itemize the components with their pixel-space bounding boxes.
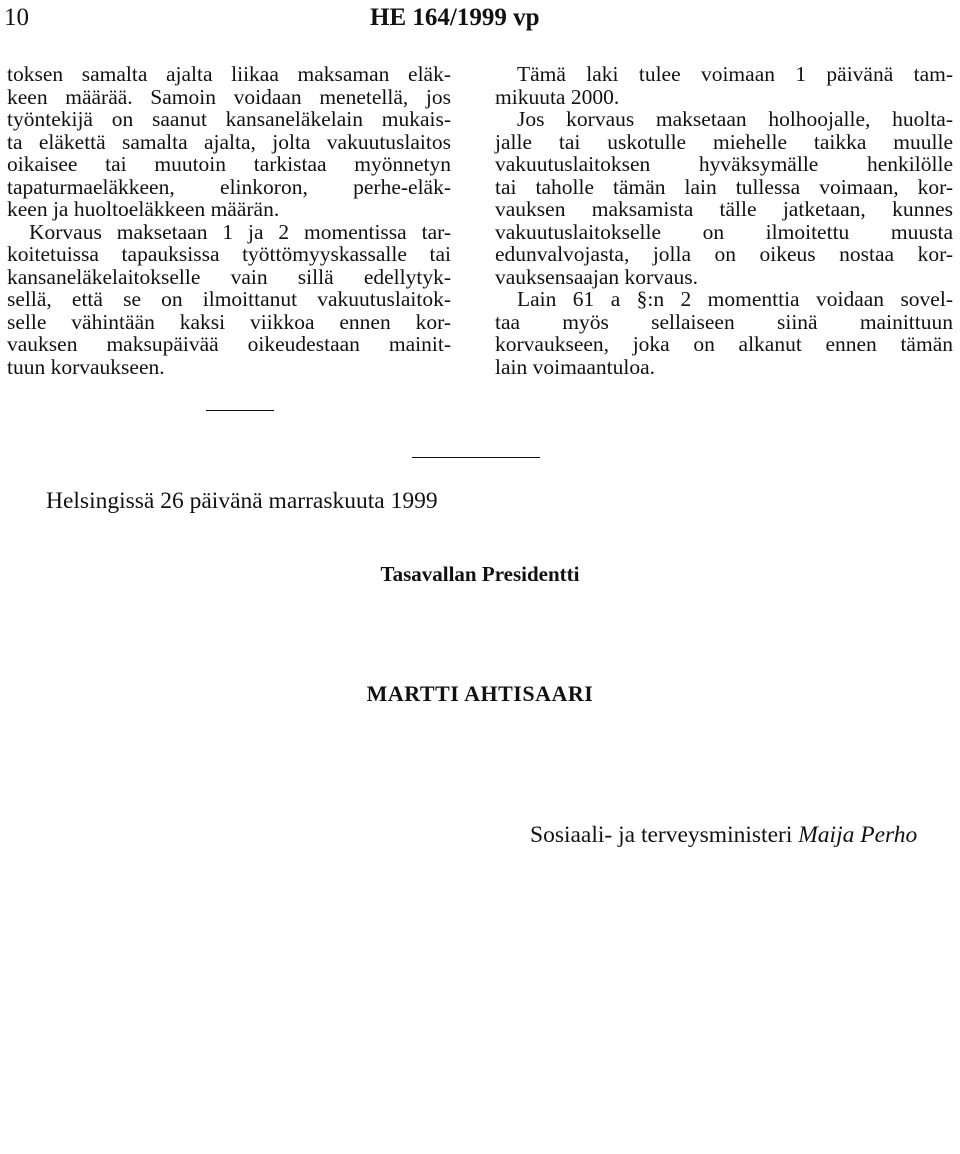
text-line: selle vähintään kaksi viikkoa ennen kor- [7, 309, 451, 334]
text-line: ta eläkettä samalta ajalta, jolta vakuutuslaitos [7, 129, 451, 154]
text-line: vauksen maksupäivää oikeudestaan mainit- [7, 332, 451, 356]
right-column-text [495, 63, 953, 378]
minister-title: Sosiaali- ja terveysministeri [530, 822, 793, 848]
text-line: Korvaus maksetaan 1 ja 2 momentissa tar- [29, 219, 451, 244]
place-and-date: Helsingissä 26 päivänä marraskuuta 1999 [46, 488, 438, 514]
left-column-text [7, 63, 451, 378]
text-line: Lain 61 a §:n 2 momenttia voidaan sovel- [517, 287, 953, 311]
minister-name: Maija Perho [798, 822, 918, 848]
text-line: Jos korvaus maksetaan holhoojalle, huolta- [517, 107, 953, 131]
text-line: tai taholle tämän lain tullessa voimaan, kor- [495, 174, 953, 199]
text-line: korvaukseen, joka on alkanut ennen tämän [495, 332, 953, 356]
signature-separator-rule [412, 457, 540, 458]
text-line: vakuutuslaitokselle on ilmoitettu muusta [495, 219, 953, 244]
text-line: tapaturmaeläkkeen, elinkoron, perhe-eläk- [7, 174, 451, 199]
text-line: edunvalvojasta, jolla on oikeus nostaa kor- [495, 242, 953, 266]
text-line: taa myös sellaiseen siinä mainittuun [495, 309, 953, 334]
section-end-rule [206, 410, 274, 411]
text-line: kansaneläkelaitokselle vain sillä edellytyk- [7, 264, 451, 289]
text-line: lain voimaantuloa. [495, 354, 656, 379]
text-line: oikaisee tai muutoin tarkistaa myönnetyn [7, 152, 451, 176]
text-line: vakuutuslaitoksen hyväksymälle henkilölle [495, 152, 953, 176]
text-line: keen ja huoltoeläkkeen määrän. [7, 197, 280, 221]
text-line: tuun korvaukseen. [7, 354, 165, 379]
text-line: sellä, että se on ilmoittanut vakuutuslaitok- [7, 287, 451, 311]
text-line: toksen samalta ajalta liikaa maksaman eläk- [7, 62, 451, 86]
text-line: vauksensaajan korvaus. [495, 264, 698, 289]
text-line: koitetuissa tapauksissa työttömyyskassalle tai [7, 242, 451, 266]
text-line: keen määrää. Samoin voidaan menetellä, jos [7, 84, 451, 109]
president-name: MARTTI AHTISAARI [366, 681, 594, 706]
text-line: Tämä laki tulee voimaan 1 päivänä tam- [517, 62, 953, 86]
document-id: HE 164/1999 vp [370, 4, 540, 31]
minister-signature [530, 822, 917, 849]
president-title: Tasavallan Presidentti [380, 562, 580, 586]
text-line: jalle tai uskotulle miehelle taikka muulle [495, 129, 953, 154]
text-line: vauksen maksamista tälle jatketaan, kunnes [495, 197, 953, 221]
page-number: 10 [4, 4, 29, 31]
text-line: mikuuta 2000. [495, 84, 620, 109]
text-line: työntekijä on saanut kansaneläkelain mukais- [7, 107, 451, 131]
